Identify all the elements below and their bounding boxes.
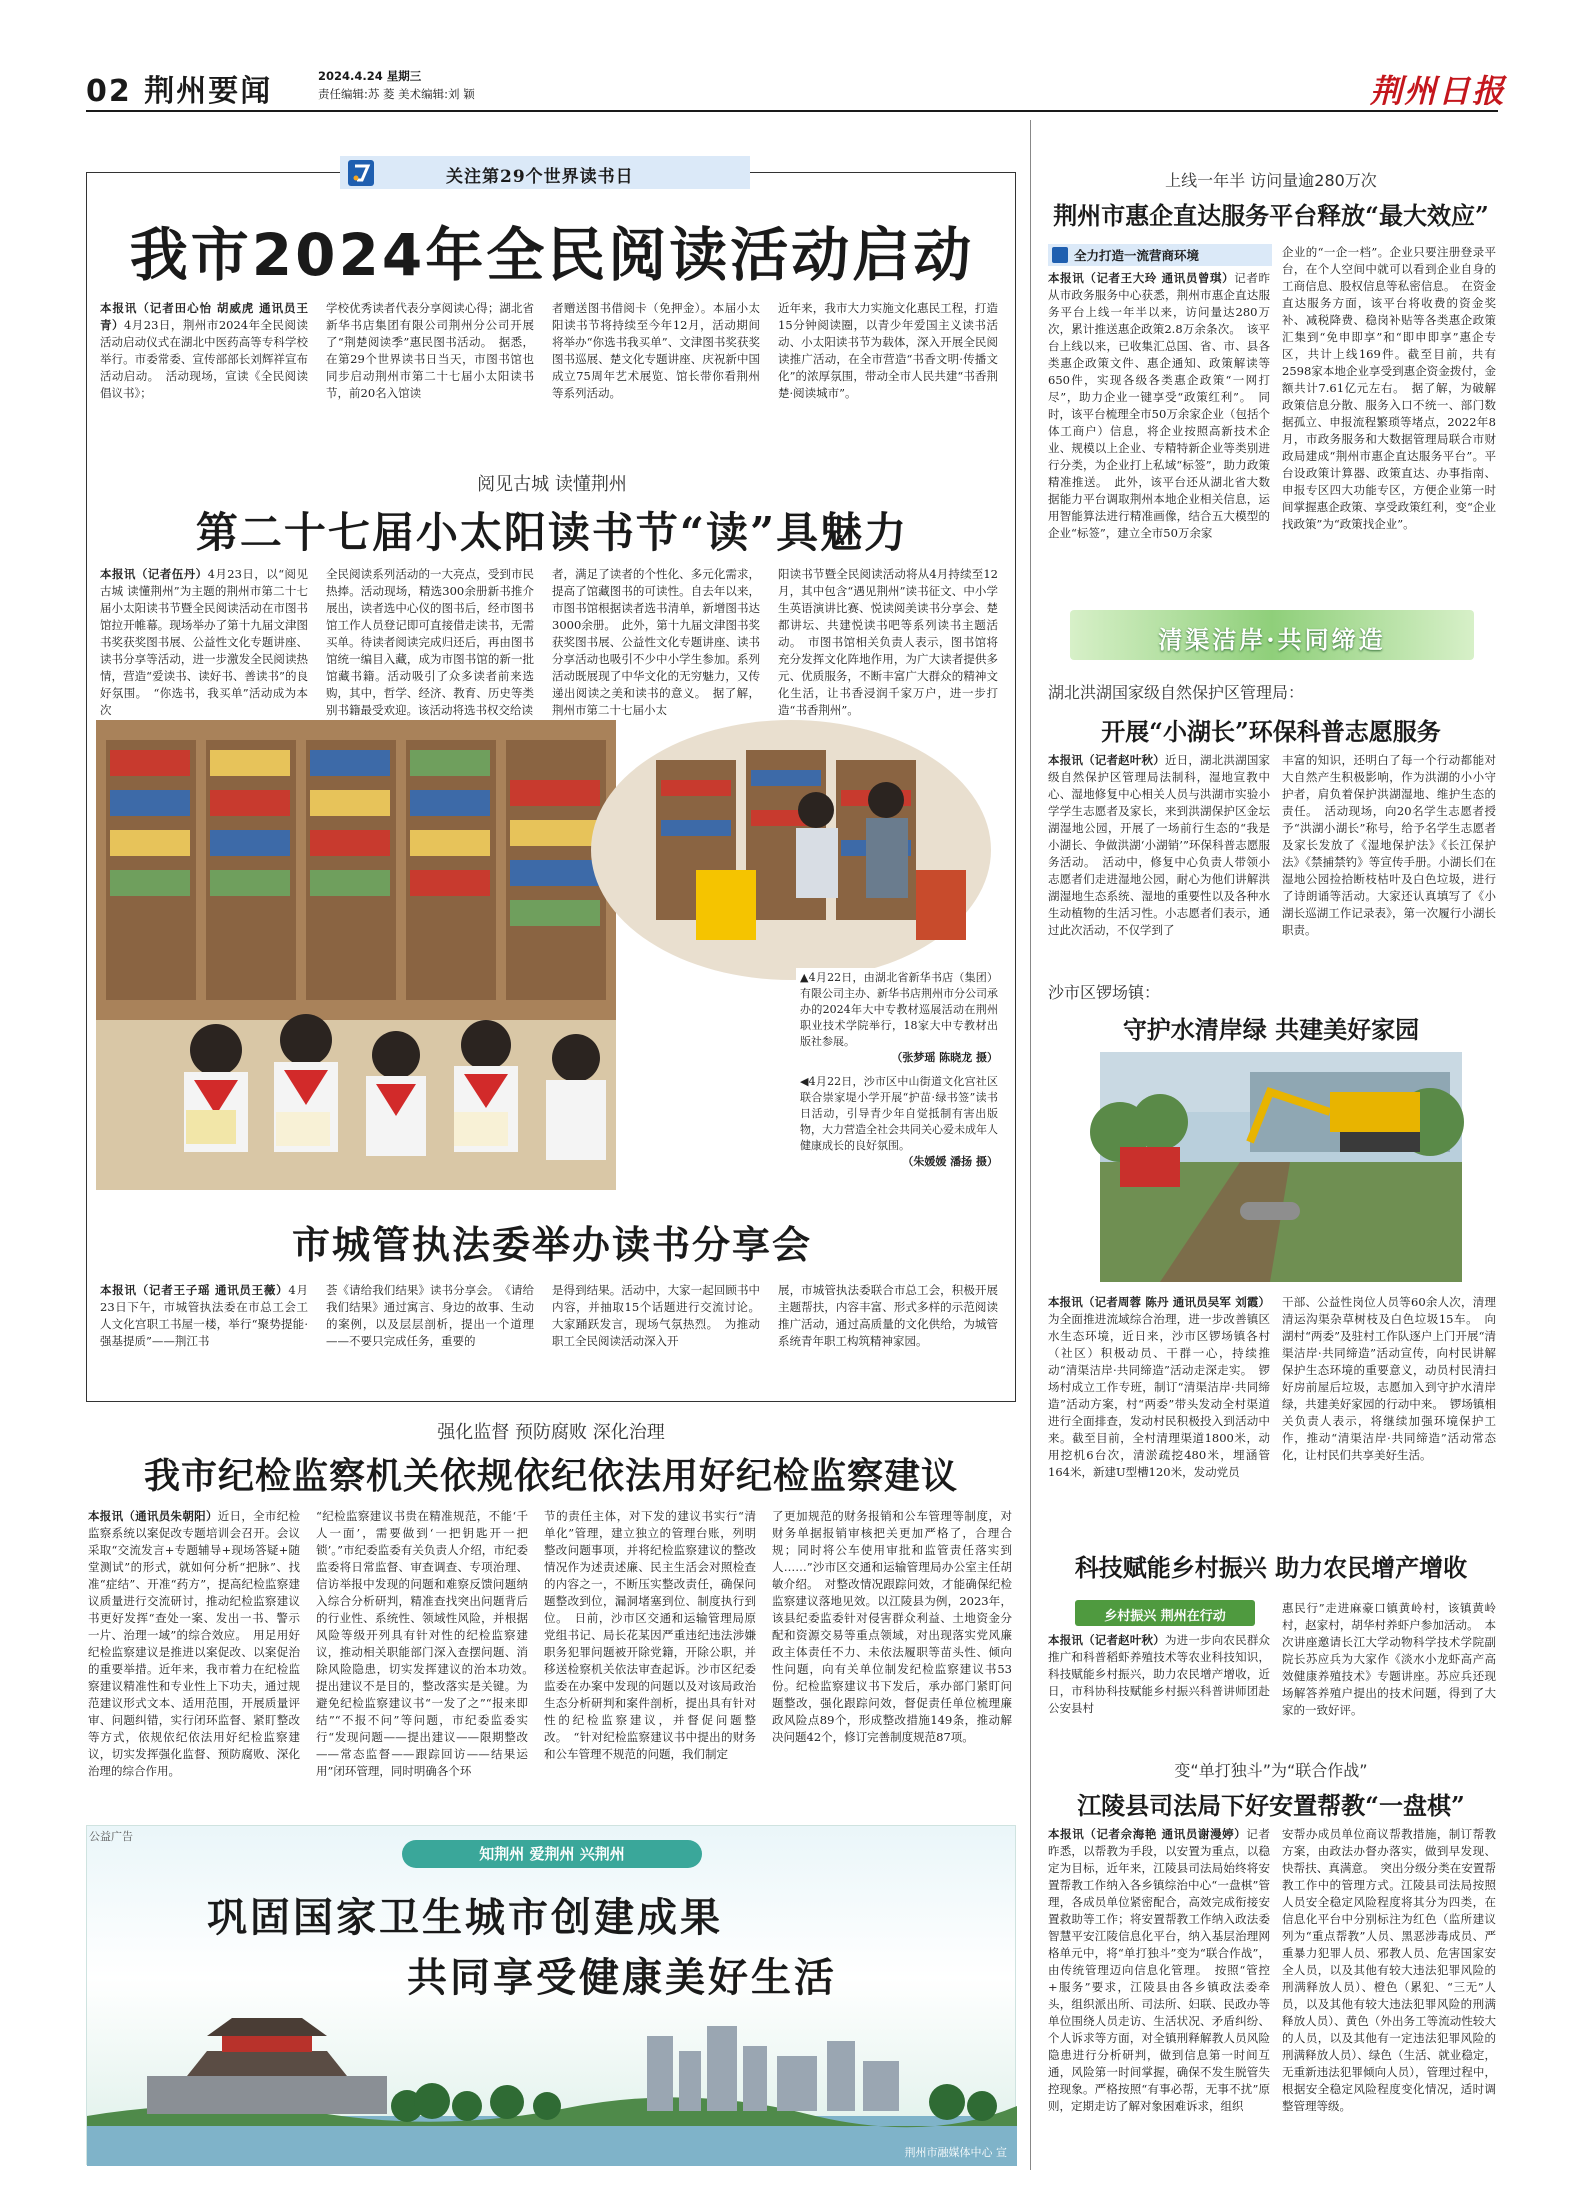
issue-date: 2024.4.24 星期三 (318, 69, 422, 83)
editors-line: 责任编辑:苏 菱 美术编辑:刘 颖 (318, 87, 475, 101)
article4-col1 (88, 1508, 300, 1808)
right5-byline: 本报讯（记者佘海艳 通讯员谢漫婷） (1048, 1827, 1247, 1841)
article3-col4: 展，市城管执法委联合市总工会，积极开展主题帮扶，内容丰富、形式多样的示范阅读推广活动，通过高质量的文化供给，为城管系统青年职工构筑精神家园。 (778, 1283, 998, 1348)
article4-col4: 了更加规范的财务报销和公车管理等制度，对财务单据报销审核把关更加严格了，合理合规；同时将公车使用审批和监管责任落实到人……”沙市区交通和运输管理局办公室主任胡敏介绍。 对整改情况跟踪问效，才能确保纪检监察建议落地见效。以江陵县为例，2023年，该县纪委监委针对侵害群众利益、土地资金分配和资源交易等重点领域，对出现落实党风廉政主体责任不力、未依法履职等苗头性、倾向性问题，向有关单位制发纪检监察建议书53份。纪检监察建议书下发后，承办部门紧盯问题整改，强化跟踪问效，督促责任单位梳理廉政风险点89个，形成整改措施149条，推动解决问题42个，修订完善制度规范87项。 (772, 1509, 1012, 1744)
right1-kicker: 上线一年半 访问量逾280万次 (1165, 171, 1377, 190)
photo1-credit: （张梦瑶 陈晓龙 摄） (891, 1051, 998, 1064)
ad-slogan-top: 知荆州 爱荆州 兴荆州 (402, 1840, 702, 1868)
ad-credit: 荆州市融媒体中心 宣 (904, 2146, 1007, 2159)
photo2-credit: （朱媛媛 潘扬 摄） (902, 1155, 998, 1168)
article1-byline: 本报讯（记者田心怡 胡威虎 通讯员王青） (100, 301, 308, 332)
article1-col1-text: 4月23日，荆州市2024年全民阅读活动启动仪式在湖北中医药高等专科学校举行。市委常委、宣传部部长刘辉祥宣布活动启动。 活动现场，宣读《全民阅读倡议书》； (100, 318, 309, 400)
public-ad (86, 1825, 1016, 2165)
right4-badge-text: 乡村振兴 荆州在行动 (1104, 1609, 1226, 1624)
article1-col4: 近年来，我市大力实施文化惠民工程，打造15分钟阅读圈，以青少年爱国主义读书活动、小太阳读书节为载体，深入开展全民阅读推广活动，在全市营造“书香文明·传播文化”的浓厚氛围，带动全市人民共建“书香荆楚·阅读城市”。 (778, 301, 998, 400)
article4-col3: 节的责任主体，对下发的建议书实行“清单化”管理，建立独立的管理台账，列明整改问题事项，并将纪检监察建议的整改情况作为述责述廉、民主生活会对照检查的内容之一，不断压实整改责任，确保问题整改到位，漏洞堵塞到位、制度执行到位。 日前，沙市区交通和运输管理局原党组书记、局长花某因严重违纪违法涉嫌职务犯罪问题被开除党籍，开除公职，并移送检察机关依法审查起诉。沙市区纪委监委在办案中发现的问题以及对该局政治生态分析研判和案件剖析，提出具有针对性的纪检监察建议，并督促问题整改。 “针对纪检监察建议书中提出的财务和公车管理不规范的问题，我们制定 (544, 1509, 756, 1761)
article3-col1-text: 4月23日下午，市城管执法委在市总工会工人文化宫职工书屋一楼，举行“聚势提能·强基提质”——荆江书 (100, 1283, 308, 1348)
excavator-scene-graphic (1100, 1052, 1462, 1282)
right3-col1-text: 为全面推进流域综合治理，进一步改善镇区水生态环境，近日来，沙市区锣场镇各村（社区）积极动员、干群一心，持续推动“清渠洁岸·共同缔造”活动走深走实。 锣场村成立工作专班，制订“清渠洁岸·共同缔造”活动方案，村“两委”带头发动全村渠道进行全面排查，发动村民积极投入到活动中来。截至目前，全村清理渠道1800米，动用挖机6台次，清淤疏挖480米，埋涵管164米，新建U型槽120米，发动党员 (1048, 1312, 1270, 1479)
right1-byline: 本报讯（记者王大玲 通讯员曾琪） (1048, 271, 1235, 285)
article3-headline: 市城管执法委举办读书分享会 (291, 1222, 812, 1267)
right4-col2: 惠民行”走进麻豪口镇黄岭村，该镇黄岭村，赵家村，胡华村养虾户参加活动。 本次讲座邀请长江大学动物科学技术学院副院长苏应兵为大家作《淡水小龙虾高产高效健康养殖技术》专题讲座。苏应兵还现场解答养殖户提出的技术问题，得到了大家的一致好评。 (1282, 1601, 1496, 1717)
right1-col1 (1048, 270, 1270, 582)
article2-col1-text: 4月23日，以“阅见古城 读懂荆州”为主题的荆州市第二十七届小太阳读书节暨全民阅读活动在市图书馆拉开帷幕。现场举办了第十九届文津图书奖获奖图书展、公益性文化专题讲座、读书分享等活动，进一步激发全民阅读热情，营造“爱读书、读好书、善读书”的良好氛围。 “你选书，我买单”活动成为本次 (100, 567, 308, 717)
article3-col3: 是得到结果。活动中，大家一起回顾书中内容，并抽取15个话题进行交流讨论。大家踊跃发言，现场气氛热烈。 为推动职工全民阅读活动深入开 (552, 1283, 760, 1348)
right5-col1-text: 记者昨悉，以帮教为手段，以安置为重点，以稳定为目标，近年来，江陵县司法局始终将安置帮教工作纳入各乡镇综治中心“一盘棋”管理，各成员单位紧密配合，高效完成衔接安置救助等工作；将安置帮教工作纳入政法委智慧平安江陵信息化平台，纳入基层治理网格单元中，将“单打独斗”变为“联合作战”，由传统管理迈向信息化管理。 按照“管控+服务”要求，江陵县由各乡镇政法委牵头，组织派出所、司法所、妇联、民政办等单位围绕人员走访、生活状况、矛盾纠纷、个人诉求等方面，对全镇刑释解教人员风险隐患进行分析研判，做到信息第一时间互通，风险第一时间掌握，确保不发生脱管失控现象。严格按照“有事必帮，无事不扰”原则，定期走访了解对象困难诉求，组织 (1048, 1827, 1271, 2113)
right3-byline: 本报讯（记者周蓉 陈丹 通讯员吴军 刘霞） (1048, 1295, 1270, 1309)
reading-day-logo (348, 160, 374, 186)
right2-byline: 本报讯（记者赵叶秋） (1048, 753, 1165, 767)
ad-line1: 巩固国家卫生城市创建成果 (207, 1894, 723, 1941)
right3-col1 (1048, 1294, 1270, 1516)
page-label: 02 荆州要闻 (86, 74, 273, 109)
article2-headline: 第二十七届小太阳读书节“读”具魅力 (195, 508, 909, 557)
article4-kicker: 强化监督 预防腐败 深化治理 (437, 1422, 665, 1443)
article1-col3: 者赠送图书借阅卡（免押金）。本届小太阳读书节将持续至今年12月，活动期间将举办“你选书我买单”、文津图书奖获奖图书巡展、楚文化专题讲座、庆祝新中国成立75周年艺术展览、馆长带你看荆州等系列活动。 (552, 301, 760, 400)
article2-col4: 阳读书节暨全民阅读活动将从4月持续至12月，其中包含“遇见荆州”读书征文、中小学生英语演讲比赛、悦读阅美读书分享会、楚都讲坛、共建悦读书吧等系列读书主题活动。 市图书馆相关负责人表示，图书馆将充分发挥文化阵地作用，为广大读者提供多元、优质服务，不断丰富广大群众的精神文化生活，让书香浸润千家万户，进一步打造“书香荆州”。 (778, 567, 998, 717)
right3-kicker: 沙市区锣场镇： (1048, 983, 1161, 1002)
right1-col2: 企业的“一企一档”。企业只要注册登录平台，在个人空间中就可以看到企业自身的工商信息、股权信息等私密信息。 在资金直达服务方面，该平台将收费的资金奖补、减税降费、稳岗补贴等各类惠企政策汇集到“免申即享”和“即申即享”惠企专区，共计上线169件。截至目前，共有2598家本地企业享受到惠企资金拨付，金额共计7.61亿元左右。 据了解，为破解政策信息分散、服务入口不统一、部门数据孤立、申报流程繁琐等堵点，2022年8月，市政务服务和大数据管理局联合市财政局建成“荆州市惠企直达服务平台”。平台设政策计算器、政策直达、办事指南、申报专区四大功能专区，方便企业第一时间掌握惠企政策、享受政策红利，变“企业找政策”为“政策找企业”。 (1282, 245, 1496, 531)
photo2-caption (796, 1072, 1002, 1180)
right-column-divider (1030, 120, 1031, 2170)
photo1-caption (796, 968, 1002, 1068)
clean-canal-banner (1070, 610, 1474, 660)
right2-headline: 开展“小湖长”环保科普志愿服务 (1101, 717, 1441, 746)
j-mark-icon (348, 160, 374, 186)
paper-logo: 荆州日报 (1370, 72, 1507, 110)
article3-col2: 荟《请给我们结果》读书分享会。 《请给我们结果》通过寓言、身边的故事、生动的案例，以及层层剖析，提出一个道理——不要只完成任务，重要的 (326, 1283, 534, 1348)
canal-photo (1100, 1052, 1462, 1282)
article3-col1 (100, 1282, 308, 1392)
right1-col1-text: 记者昨从市政务服务中心获悉，荆州市惠企直达服务平台上线一年半以来，访问量达280万次，累计推送惠企政策2.8万余条次。 该平台上线以来，已收集汇总国、省、市、县各类惠企政策文件、惠企通知、政策解读等650件，实现各级各类惠企政策“一网打尽”，助力企业一键享受“政策红利”。 同时，该平台梳理全市50万余家企业（包括个体工商户）信息，将企业按照高新技术企业、规模以上企业、专精特新企业等类别进行分类，为企业打上私域“标签”，助力政策精准推送。 此外，该平台还从湖北省大数据能力平台调取荆州本地企业相关信息，运用智能算法进行精准画像，结合五大模型的企业“标签”，建立全市50万余家 (1048, 271, 1270, 540)
right2-col1 (1048, 752, 1270, 947)
right1-badge-icon (1052, 247, 1068, 263)
article2-col1 (100, 566, 308, 716)
right5-headline: 江陵县司法局下好安置帮教“一盘棋” (1077, 1791, 1465, 1820)
masthead-rule (86, 110, 1498, 112)
article2-col3: 者，满足了读者的个性化、多元化需求，提高了馆藏图书的可读性。自去年以来，市图书馆根据读者选书清单，新增图书达3000余册。 此外，第十九届文津图书奖获奖图书展、公益性文化专题讲座、读书分享活动也吸引不少中小学生参加。系列活动既展现了中华文化的无穷魅力，又传递出阅读之美和读书的意义。 据了解，荆州市第二十七届小太 (552, 567, 760, 717)
article4-headline: 我市纪检监察机关依规依纪依法用好纪检监察建议 (143, 1455, 958, 1497)
right2-col1-text: 近日，湖北洪湖国家级自然保护区管理局法制科，湿地宣教中心、湿地修复中心相关人员与洪湖市实验小学学生志愿者及家长，来到洪湖保护区金坛湖湿地公园，开展了一场前行生态的“我是小湖长、争做洪湖‘小湖销’”环保科普志愿服务活动。 活动中，修复中心负责人带领小志愿者们走进湿地公园，耐心为他们讲解洪湖湿地生态系统、湿地的重要性以及各种水生动植物的生活习性。小志愿者们表示，通过此次活动，不仅学到了 (1048, 753, 1271, 937)
right4-byline: 本报讯（记者赵叶秋） (1048, 1633, 1165, 1647)
article2-byline: 本报讯（记者伍丹） (100, 567, 208, 581)
right1-badge-text: 全力打造一流营商环境 (1074, 248, 1200, 263)
right5-kicker: 变“单打独斗”为“联合作战” (1174, 1761, 1368, 1780)
banner-text: 清渠洁岸·共同缔造 (1158, 625, 1386, 654)
article1-kicker: 关注第29个世界读书日 (446, 167, 634, 187)
article1-col1 (100, 300, 308, 440)
article3-byline: 本报讯（记者王子瑶 通讯员王薇） (100, 1283, 289, 1297)
article4-byline: 本报讯（通讯员朱朝阳） (88, 1509, 218, 1523)
article1-headline: 我市2024年全民阅读活动启动 (129, 221, 975, 289)
right1-badge (1048, 244, 1272, 266)
right5-col1 (1048, 1826, 1270, 2171)
ad-tag: 公益广告 (89, 1830, 133, 1843)
article4-col1-text: 近日，全市纪检监察系统以案促改专题培训会召开。会议采取“交流发言+专题辅导+现场答疑+随堂测试”的形式，就如何分析“把脉”、找准“症结”、开准“药方”，提高纪检监察建议质量进行交流研讨，推动纪检监察建议书更好发挥“查处一案、发出一书、警示一片、治理一域”的综合效应。 用足用好纪检监察建议是推进以案促改、以案促治的重要举措。近年来，我市着力在纪检监察建议精准性和专业性上下功夫，通过规范建议形式文本、适用范围，开展质量评审、问题纠错，实行闭环监督、紧盯整改等方式，依规依纪依法用好纪检监察建议，切实发挥强化监督、预防腐败、深化治理的综合作用。 (88, 1509, 300, 1778)
article4-col2: “纪检监察建议书贵在精准规范，不能‘千人一面’，需要做到‘一把钥匙开一把锁’。”市纪委监委有关负责人介绍，市纪委监委将日常监督、审查调查、专项治理、信访举报中发现的问题和难察反馈问题纳入综合分析研判，精准查找突出问题背后的行业性、系统性、领域性风险，并根据风险等级开列具有针对性的纪检监察建议，推动相关职能部门深入查摆问题、消除风险隐患，切实发挥建议的治本功效。 提出建议不是目的，整改落实是关键。为避免纪检监察建议书“一发了之”“报来即结”“不报不问”等问题，市纪委监委实行“发现问题——提出建议——限期整改——常态监督——跟踪回访——结果运用”闭环管理，同时明确各个环 (316, 1509, 540, 1778)
right4-badge (1075, 1600, 1255, 1626)
right4-headline: 科技赋能乡村振兴 助力农民增产增收 (1074, 1553, 1468, 1582)
right2-col2: 丰富的知识，还明白了每一个行动都能对大自然产生积极影响，作为洪湖的小小守护者，肩负着保护洪湖湿地、维护生态的责任。 活动现场，向20名学生志愿者授予“洪湖小湖长”称号，给予名学生志愿者及家长发放了《湿地保护法》《长江保护法》《禁捕禁钓》等宣传手册。小湖长们在湿地公园捡拾断枝枯叶及白色垃圾，进行了诗朗诵等活动。大家还认真填写了《小湖长巡湖工作记录表》，第一次履行小湖长职责。 (1282, 753, 1496, 937)
city-skyline-graphic (87, 1996, 1017, 2166)
photo2-caption-text: ◀4月22日，沙市区中山街道文化宫社区联合崇家堤小学开展“护苗·绿书签”读书日活动，引导青少年自觉抵制有害出版物，大力营造全社会共同关心爱未成年人健康成长的良好氛围。 (800, 1075, 998, 1152)
right3-headline: 守护水清岸绿 共建美好家园 (1122, 1015, 1420, 1044)
article1-col2: 学校优秀读者代表分享阅读心得；湖北省新华书店集团有限公司荆州分公司开展了“荆楚阅读季”惠民图书活动。 据悉，在第29个世界读书日当天，市图书馆也同步启动荆州市第二十七届小太阳读书节，前20名入馆读 (326, 301, 534, 400)
right5-col2: 安帮办成员单位商议帮教措施，制订帮教方案，由政法办督办落实，做到早发现、快帮扶、真满意。 突出分级分类在安置帮教工作中的管理方式。江陵县司法局按照人员安全稳定风险程度将其分为四类，在信息化平台中分别标注为红色（监所建议列为“重点帮教”人员、黑恶涉毒成员、严重暴力犯罪人员、邪教人员、危害国家安全人员，以及其他有较大违法犯罪风险的刑满释放人员）、橙色（累犯、“三无”人员，以及其他有较大违法犯罪风险的刑满释放人员）、黄色（外出务工等流动性较大的人员，以及其他有一定违法犯罪风险的刑满释放人员）、绿色（生活、就业稳定，无重新违法犯罪倾向人员），管理过程中，根据安全稳定风险程度变化情况，适时调整管理等级。 (1282, 1827, 1496, 2113)
photo1-caption-text: ▲4月22日，由湖北省新华书店（集团）有限公司主办、新华书店荆州市分公司承办的2024年大中专教材巡展活动在荆州职业技术学院举行，18家大中专教材出版社参展。 (800, 971, 998, 1048)
article2-kicker: 阅见古城 读懂荆州 (477, 474, 627, 495)
right1-headline: 荆州市惠企直达服务平台释放“最大效应” (1053, 201, 1489, 230)
right4-col1 (1048, 1632, 1270, 1732)
ad-line2: 共同享受健康美好生活 (407, 1954, 837, 2001)
article2-col2: 全民阅读系列活动的一大亮点，受到市民热捧。活动现场，精选300余册新书推介展出，读者选中心仪的图书后，经市图书馆工作人员登记即可直接借走读书，无需买单。待读者阅读完成归还后，再由图书馆统一编目入藏，成为市图书馆的新一批馆藏书籍。活动吸引了众多读者前来选购，其中，哲学、经济、教育、历史等类别书籍最受欢迎。该活动将选书权交给读 (326, 567, 534, 717)
right4-col1-text: 为进一步向农民群众推广和科普稻虾养殖技术等农业科技知识，科技赋能乡村振兴，助力农民增产增收，近日，市科协科技赋能乡村振兴科普讲师团赴公安县村 (1048, 1633, 1271, 1715)
right3-col2: 干部、公益性岗位人员等60余人次，清理清运沟渠杂草树枝及白色垃圾15车。 向湖村“两委”及驻村工作队逐户上门开展“清渠洁岸·共同缔造”活动宣传，向村民讲解保护生态环境的重要意义，动员村民清扫好房前屋后垃圾，志愿加入到守护水清岸绿，共建美好家园的行动中来。 锣场镇相关负责人表示，将继续加强环境保护工作，推动“清渠洁岸·共同缔造”活动常态化，让村民们共享美好生活。 (1282, 1295, 1496, 1462)
right2-kicker: 湖北洪湖国家级自然保护区管理局： (1048, 683, 1305, 702)
